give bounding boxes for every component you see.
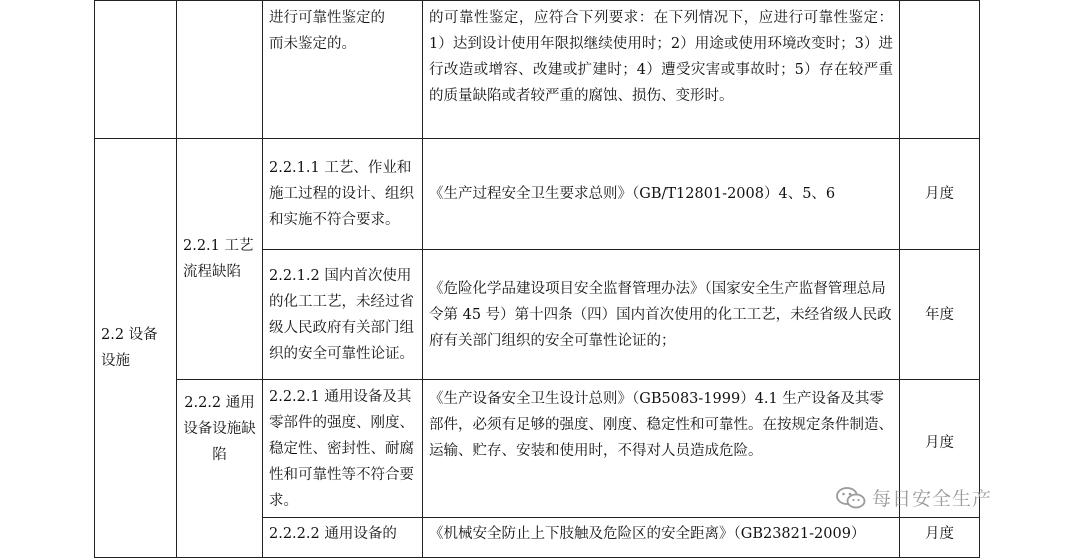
frequency-cell: 月度 <box>900 518 980 558</box>
item-cell: 2.2.1.1 工艺、作业和施工过程的设计、组织和实施不符合要求。 <box>263 139 423 250</box>
basis-cell: 《生产设备安全卫生设计总则》（GB5083-1999）4.1 生产设备及其零部件，必须有足够的强度、刚度、稳定性和可靠性。在按规定条件制造、运输、贮存、安装和使用时，不得对人员造成危险。 <box>423 380 900 518</box>
watermark <box>836 484 992 511</box>
item-cell: 进行可靠性鉴定的 而未鉴定的。 <box>263 1 423 139</box>
basis-cell: 《危险化学品建设项目安全监督管理办法》（国家安全生产监督管理总局令第 45 号）第十四条（四）国内首次使用的化工工艺，未经省级人民政府有关部门组织的安全可靠性论证的； <box>423 250 900 380</box>
group-label: 2.2.1 工艺流程缺陷 <box>177 139 263 380</box>
empty-cell <box>900 1 980 139</box>
item-cell: 2.2.2.1 通用设备及其零部件的强度、刚度、稳定性、密封性、耐腐性和可靠性等不符合要求。 <box>263 380 423 518</box>
basis-cell: 《生产过程安全卫生要求总则》（GB/T12801-2008）4、5、6 <box>423 139 900 250</box>
basis-cell: 的可靠性鉴定，应符合下列要求：在下列情况下，应进行可靠性鉴定：1）达到设计使用年限拟继续使用时；2）用途或使用环境改变时；3）进行改造或增容、改建或扩建时；4）遭受灾害或事故时；5）存在较严重的质量缺陷或者较严重的腐蚀、损伤、变形时。 <box>423 1 900 139</box>
section-label: 2.2 设备设施 <box>95 139 177 558</box>
item-cell: 2.2.2.2 通用设备的 <box>263 518 423 558</box>
group-label: 2.2.2 通用设备设施缺陷 <box>177 380 263 558</box>
basis-cell: 《机械安全防止上下肢触及危险区的安全距离》（GB23821-2009） <box>423 518 900 558</box>
watermark-text: 每日安全生产 <box>872 488 993 510</box>
item-cell: 2.2.1.2 国内首次使用的化工工艺，未经过省级人民政府有关部门组织的安全可靠性论证。 <box>263 250 423 380</box>
empty-cell <box>95 1 177 139</box>
frequency-cell: 月度 <box>900 380 980 518</box>
regulation-table <box>94 0 980 558</box>
frequency-cell: 年度 <box>900 250 980 380</box>
table-row <box>95 139 980 250</box>
wechat-icon <box>836 486 866 510</box>
frequency-cell: 月度 <box>900 139 980 250</box>
table-row <box>95 1 980 139</box>
empty-cell <box>177 1 263 139</box>
